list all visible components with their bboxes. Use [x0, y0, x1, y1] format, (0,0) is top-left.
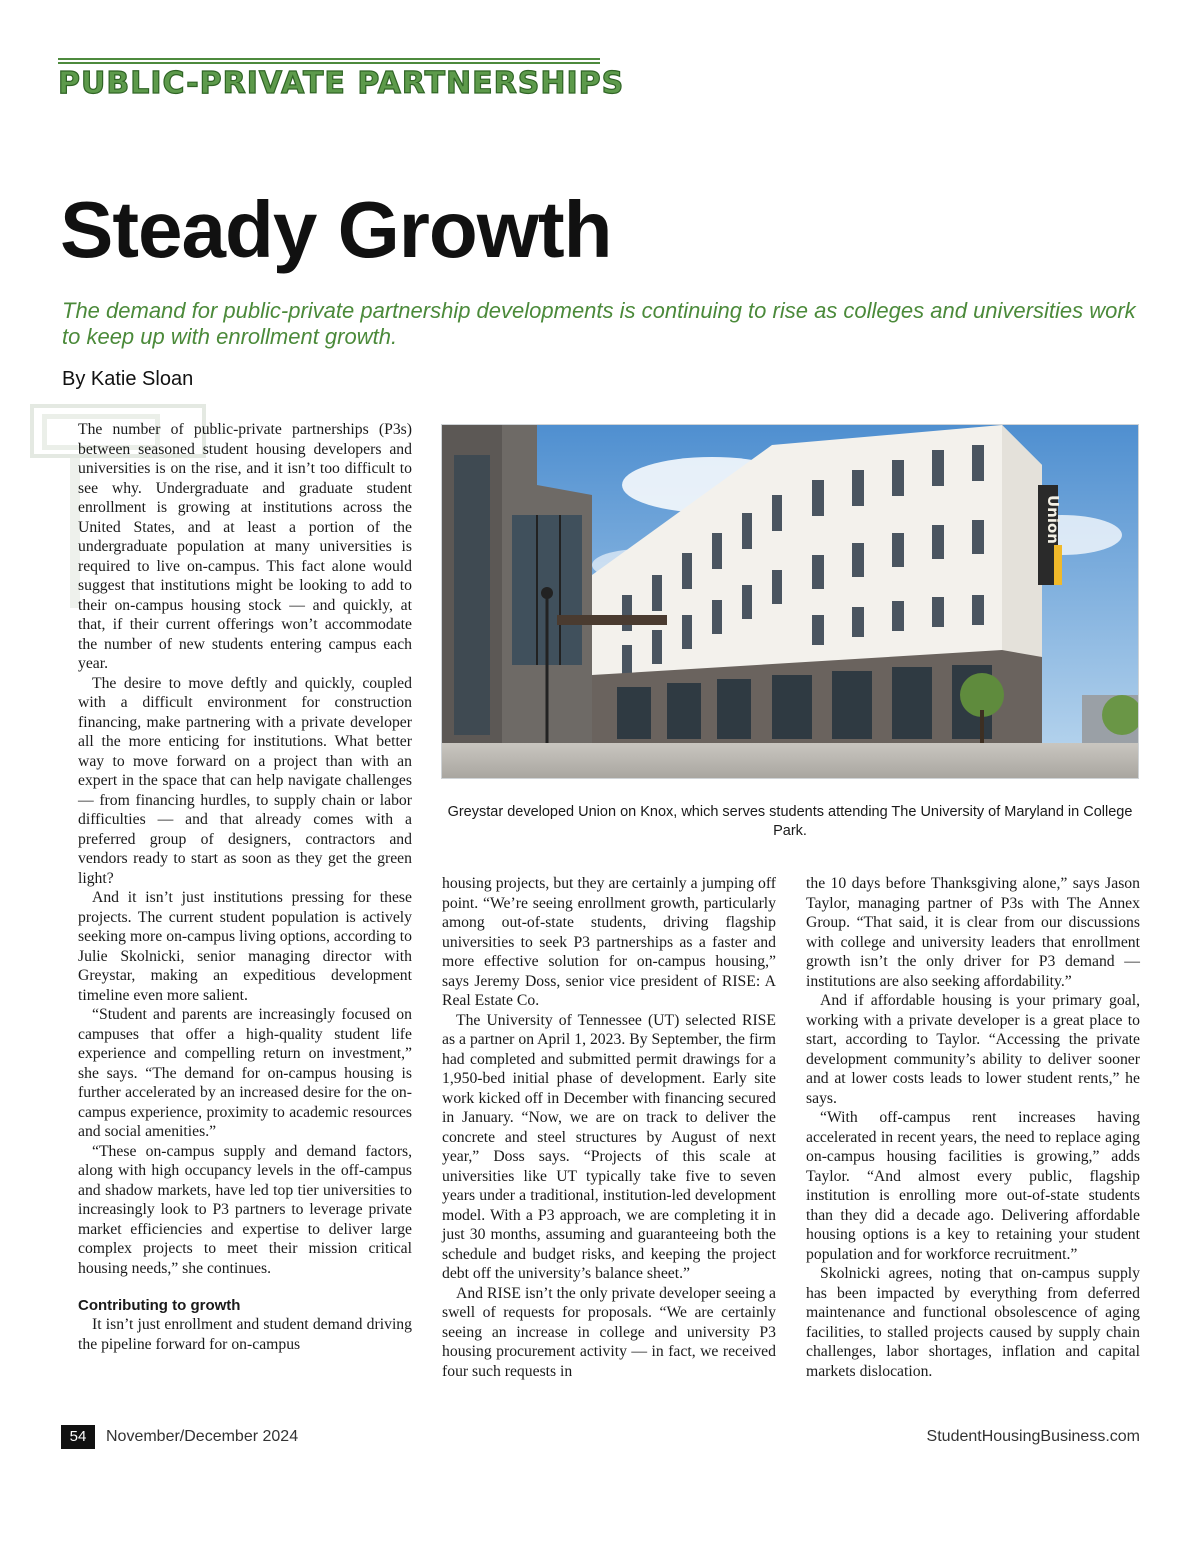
issue-date: November/December 2024 [106, 1428, 299, 1445]
building-sign-text: Union [1044, 495, 1062, 544]
paragraph: The desire to move deftly and quickly, coupled with a difficult environment for construction financing, make partnering with a private developer all the more enticing for institutions. What better way to move forward on a project than with an expert in the space that can help navigate challenges — from financing hurdles, to supply chain or labor difficulties — and that already comes with a preferred group of designers, contractors and vendors ready to start as soon as they get the green light? [78, 674, 412, 887]
photo-caption: Greystar developed Union on Knox, which serves students attending The University of Maryland in College Park. [447, 804, 1133, 839]
paragraph: housing projects, but they are certainly a jumping off point. “We’re seeing enrollment growth, particularly among out-of-state students, driving flagship universities to seek P3 partnerships as a faster and more effective solution for on-campus housing,” says Jeremy Doss, senior vice president of RISE: A Real Estate Co. [442, 875, 776, 1009]
paragraph: “Student and parents are increasingly focused on campuses that offer a high-quality student life experience and compelling return on investment,” she says. “The demand for on-campus housing is further accelerated by an increased desire for the on-campus experience, proximity to academic resources and social amenities.” [78, 1006, 412, 1140]
paragraph: Skolnicki agrees, noting that on-campus supply has been impacted by everything from deferred maintenance and functional obsolescence of aging facilities, to stalled projects caused by supply chain challenges, labor shortages, inflation and capital markets dislocation. [806, 1265, 1140, 1380]
article-title: Steady Growth [60, 185, 612, 274]
article-column-3 [806, 874, 1140, 1381]
paragraph: “These on-campus supply and demand factors, along with high occupancy levels in the off-campus and shadow markets, have led top tier universities to increasingly look to P3 partners to leverage private market efficiencies and expertise to deliver large complex projects to meet their mission critical housing needs,” she continues. [78, 1142, 412, 1277]
paragraph: And if affordable housing is your primary goal, working with a private developer is a great place to start, according to Taylor. “Accessing the private development community’s ability to deliver sooner and at lower costs leads to lower student rents,” he says. [806, 992, 1140, 1107]
paragraph: The number of public-private partnerships (P3s) between seasoned student housing developers and universities is on the rise, and it isn’t too difficult to see why. Undergraduate and graduate student enrollment is growing at institutions across the United States, and at least a portion of the undergraduate population at many universities is required to live on-campus. This fact alone would suggest that institutions might be looking to add to their on-campus housing stock — and quickly, at that, if their current offerings won’t accommodate the number of new students entering campus each year. [78, 421, 412, 672]
section-label: PUBLIC-PRIVATE PARTNERSHIPS [58, 66, 625, 101]
byline: By Katie Sloan [62, 368, 194, 390]
paragraph: The University of Tennessee (UT) selected RISE as a partner on April 1, 2023. By September, the firm had completed and submitted permit drawings for a 1,950-bed initial phase of development. Early site work kicked off in December with financing secured in January. “Now, we are on track to deliver the concrete and steel structures by August of next year,” Doss says. “Projects of this scale at universities like UT typically take five to seven years under a traditional, institution-led development model. With a P3 approach, we are completing it in just 30 months, assuming and guaranteeing both the schedule and budget risks, and keeping the project debt off the university’s balance sheet.” [442, 1011, 776, 1282]
paragraph: And RISE isn’t the only private developer seeing a swell of requests for proposals. “We are certainly seeing an increase in college and university P3 housing procurement activity — in fact, we received four such requests in [442, 1284, 776, 1380]
paragraph: And it isn’t just institutions pressing for these projects. The current student population is actively seeking more on-campus living options, according to Julie Skolnicki, senior managing director with Greystar, making an expeditious development timeline even more salient. [78, 889, 412, 1004]
article-column-2 [442, 874, 776, 1381]
publication-site: StudentHousingBusiness.com [926, 1428, 1140, 1445]
paragraph: “With off-campus rent increases having accelerated in recent years, the need to replace aging on-campus housing facilities is growing,” adds Taylor. “And almost every public, flagship institution is enrolling more out-of-state students than they did a decade ago. Delivering affordable housing options is a key to retaining your student population and for workforce recruitment.” [806, 1109, 1140, 1263]
building-photo [441, 424, 1139, 779]
paragraph: It isn’t just enrollment and student demand driving the pipeline forward for on-campus [78, 1316, 412, 1353]
page-number: 54 [61, 1425, 95, 1449]
article-deck: The demand for public-private partnership developments is continuing to rise as colleges and universities work to keep up with enrollment growth. [62, 298, 1136, 349]
paragraph: the 10 days before Thanksgiving alone,” says Jason Taylor, managing partner of P3s with The Annex Group. “That said, it is clear from our discussions with college and university leaders that enrollment growth isn’t the only driver for P3 demand — institutions are also seeking affordability.” [806, 875, 1140, 990]
header-rule-top [58, 58, 600, 60]
subhead: Contributing to growth [78, 1297, 241, 1314]
article-column-1 [78, 420, 412, 1354]
